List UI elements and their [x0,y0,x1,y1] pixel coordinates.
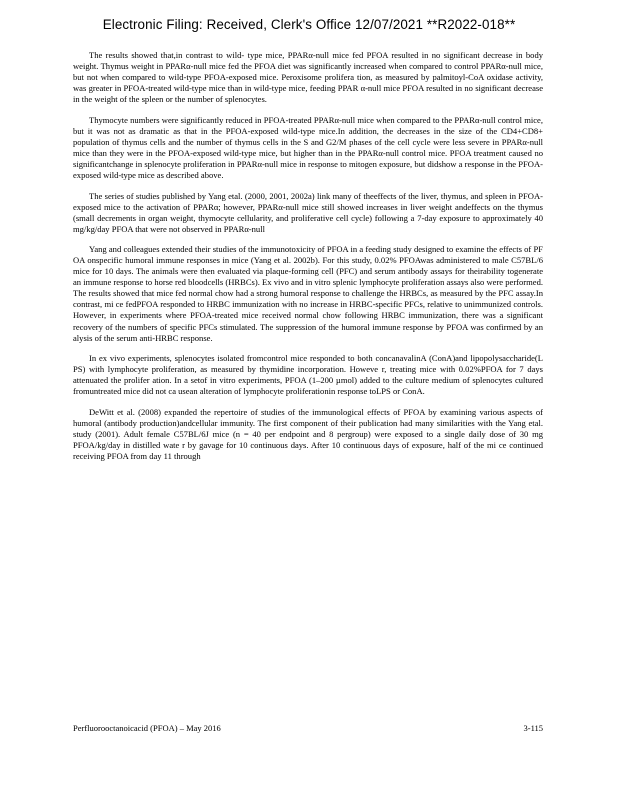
paragraph-thymocyte-numbers: Thymocyte numbers were significantly reduced in PFOA-treated PPARα-null mice when compared to the PPARα-null control mice, but it was not as dramatic as that in the PFOA-exposed wild-type mice.In addition, the decreases in the size of the CD4+CD8+ population of thymus cells and the number of thymus cells in the S and G2/M phases of the cell cycle were less severe in PPARα-null mice than they were in the PFOA-exposed wild-type mice, but higher than in the PPARα-null control mice. PFOA treatment caused no significantchange in splenocyte proliferation in PPARα-null mice in response to mitogen exposure, but didshow a response in the PFOA-exposed wild-type mice as described above. [73,114,543,180]
paragraph-ppar-null-results: The results showed that,in contrast to wild- type mice, PPARα-null mice fed PFOA resulted in no significant decrease in body weight. Thymus weight in PPARα-null mice fed the PFOA diet was significantly increased when compared to control PPARα-null mice, but not when compared to wild-type PFOA-exposed mice. Peroxisome prolifera tion, as measured by palmitoyl-CoA oxidase activity, was greater in PFOA-treated wild-type mice than in wild-type mice, feeding PPAR α-null mice PFOA resulted in no significant decrease in the weight of the spleen or the number of splenocytes. [73,50,543,105]
page-number: 3-115 [523,723,543,733]
paragraph-humoral-response: Yang and colleagues extended their studies of the immunotoxicity of PFOA in a feeding study designed to examine the effects of PF OA onspecific humoral immune responses in mice (Yang et al. 2002b). For this study, 0.02% PFOAwas administered to male C57BL/6 mice for 10 days. The animals were then evaluated via plaque-forming cell (PFC) and serum antibody assays for theirability togenerate an immune response to horse red bloodcells (HRBCs). Ex vivo and in vitro splenic lymphocyte proliferation assays also were performed. The results showed that mice fed normal chow had a strong humoral response to challenge the HRBCs, as measured by the PFC assay.In contrast, mi ce fedPFOA responded to HRBC immunization with no increase in HRBC-specific PFCs, relative to unimmunized controls. However, in experiments where PFOA-treated mice received normal chow following HRBC immunization, there was a significant recovery of the numbers of specific PFCs stimulated. The suppression of the humoral immune response by PFOA was confirmed by an alysis of the serum anti-HRBC response. [73,244,543,343]
footer-document-title: Perfluorooctanoicacid (PFOA) – May 2016 [73,723,221,733]
paragraph-ex-vivo-experiments: In ex vivo experiments, splenocytes isolated fromcontrol mice responded to both concanavalinA (ConA)and lipopolysaccharide(L PS) with lymphocyte proliferation, as measured by thymidine incorporation. Howeve r, treating mice with 0.02%PFOA for 7 days attenuated the prolifer ation. In a setof in vitro experiments, PFOA (1–200 µmol) added to the culture medium of splenocytes cultured fromuntreated mice did not ca usean alteration of lymphocyte proliferationin response toLPS or ConA. [73,353,543,397]
paragraph-dewitt-study: DeWitt et al. (2008) expanded the repertoire of studies of the immunological effects of PFOA by examining various aspects of humoral (antibody production)andcellular immunity. The first component of their publication had many similarities with the Yang etal. study (2001). Adult female C57BL/6J mice (n = 40 per endpoint and 8 pergroup) were exposed to a single daily dose of 30 mg PFOA/kg/day in distilled wate r by gavage for 10 continuous days. After 10 continuous days of exposure, half of the mi ce continued receiving PFOA from day 11 through [73,406,543,461]
document-body [73,50,543,472]
paragraph-yang-series: The series of studies published by Yang etal. (2000, 2001, 2002a) link many of theeffects of the liver, thymus, and spleen in PFOA- exposed mice to the activation of PPARα; however, PPARα-null mice still showed increases in liver weight andeffects on the thymus (small decrements in organ weight, thymocyte cellularity, and proliferative cell cycle) following a 7-day exposure to approximately 40 mg/kg/day PFOA that were not observed in PPARα-null [73,190,543,234]
filing-stamp: Electronic Filing: Received, Clerk's Office 12/07/2021 **R2022-018** [102,17,516,32]
